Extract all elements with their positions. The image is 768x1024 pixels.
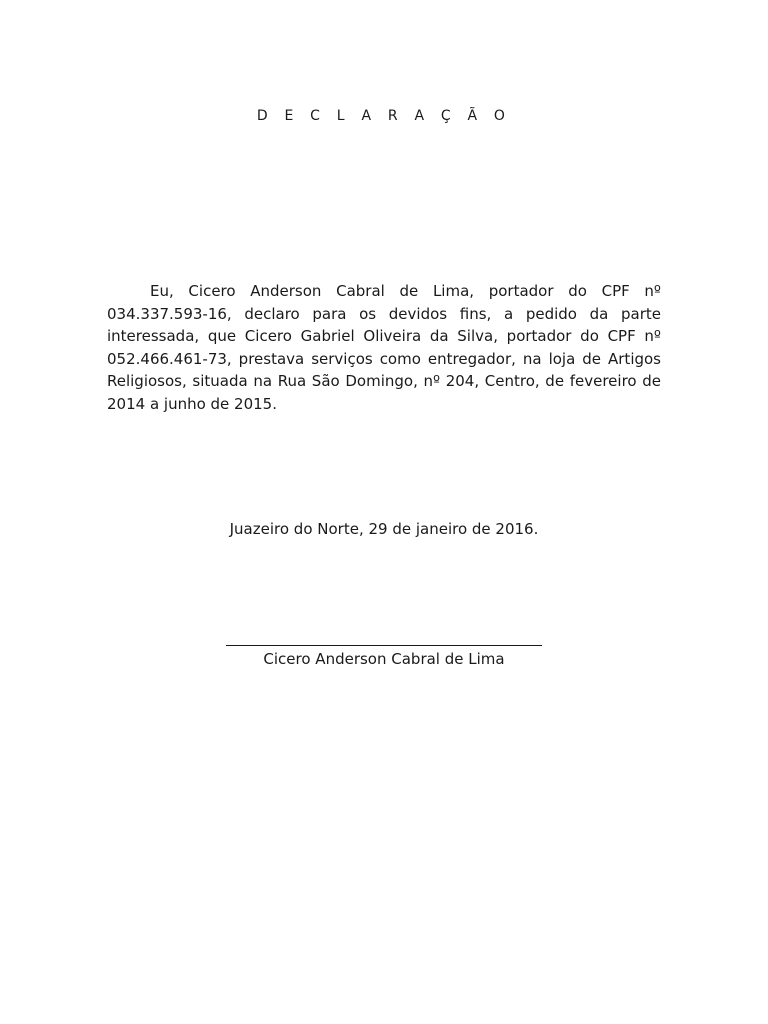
document-title: D E C L A R A Ç Ã O bbox=[256, 108, 512, 124]
declaration-body: Eu, Cicero Anderson Cabral de Lima, portador do CPF nº 034.337.593-16, declaro para os devidos fins, a pedido da parte interessada, que Cicero Gabriel Oliveira da Silva, portador do CPF nº 052.466.461-73, prestava serviços como entregador, na loja de Artigos Religiosos, situada na Rua São Domingo, nº 204, Centro, de fevereiro de 2014 a junho de 2015. bbox=[107, 282, 661, 413]
signature-line bbox=[226, 645, 542, 646]
place-and-date: Juazeiro do Norte, 29 de janeiro de 2016. bbox=[229, 520, 539, 538]
signer-name: Cicero Anderson Cabral de Lima bbox=[263, 650, 505, 668]
